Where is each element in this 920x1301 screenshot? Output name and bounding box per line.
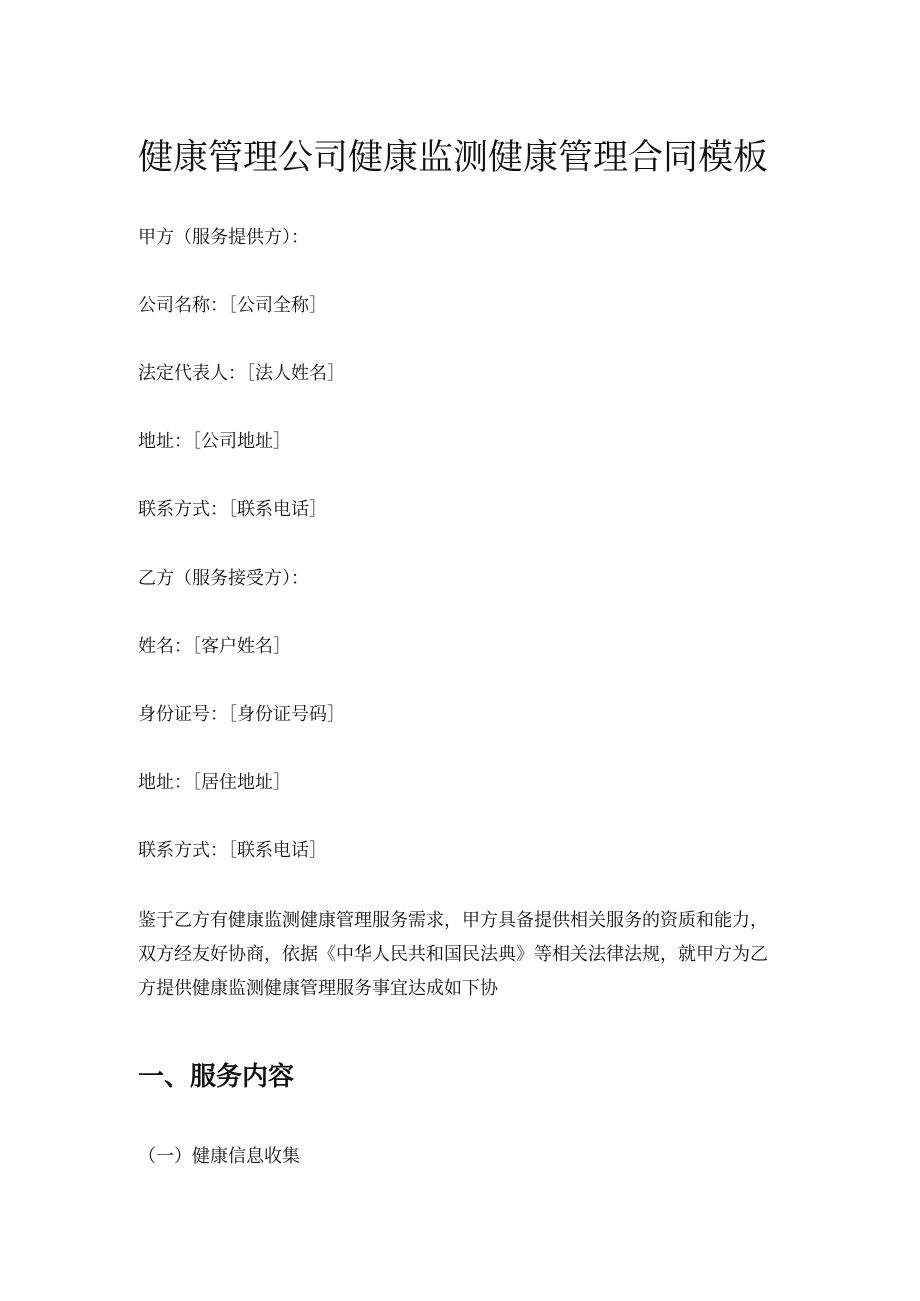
party-a-contact: 联系方式：［联系电话］ xyxy=(138,499,327,520)
section-heading-service-content: 一、服务内容 xyxy=(138,1062,295,1092)
party-b-name: 姓名：［客户姓名］ xyxy=(138,636,291,657)
party-a-heading: 甲方（服务提供方）： xyxy=(138,227,309,248)
party-a-company-name: 公司名称：［公司全称］ xyxy=(138,295,327,316)
party-b-address: 地址：［居住地址］ xyxy=(138,772,291,793)
party-a-address: 地址：［公司地址］ xyxy=(138,431,291,452)
party-b-id-number: 身份证号：［身份证号码］ xyxy=(138,704,345,725)
party-b-heading: 乙方（服务接受方）： xyxy=(138,568,309,589)
preamble-line: 方提供健康监测健康管理服务事宜达成如下协 xyxy=(138,978,498,999)
subsection-heading-health-info-collection: （一）健康信息收集 xyxy=(138,1146,300,1167)
party-a-legal-representative: 法定代表人：［法人姓名］ xyxy=(138,363,345,384)
party-b-contact: 联系方式：［联系电话］ xyxy=(138,840,327,861)
preamble-paragraph xyxy=(138,904,798,1006)
preamble-line: 双方经友好协商，依据《中华人民共和国民法典》等相关法律法规，就甲方为乙 xyxy=(138,944,768,965)
preamble-line: 鉴于乙方有健康监测健康管理服务需求，甲方具备提供相关服务的资质和能力， xyxy=(138,910,768,931)
document-title: 健康管理公司健康监测健康管理合同模板 xyxy=(138,138,769,178)
